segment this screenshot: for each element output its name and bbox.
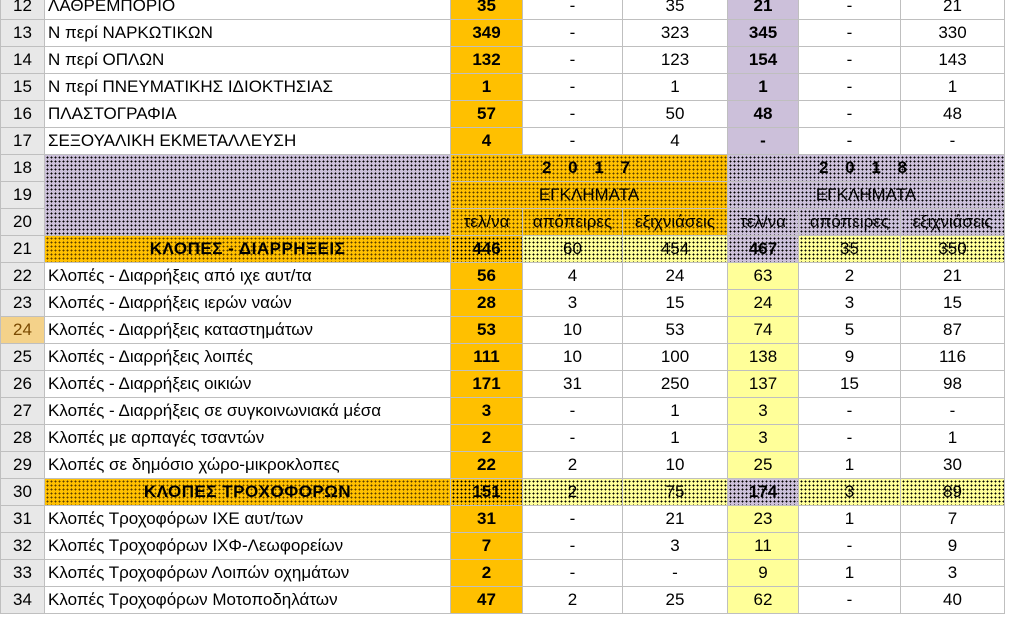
row-header[interactable]: 29 [1,452,45,479]
cell-completed-2017[interactable]: 132 [451,47,523,74]
cell-solved-2017[interactable]: 100 [623,344,728,371]
header-blank-cell[interactable] [45,155,451,236]
cell-completed-2018[interactable]: 11 [728,533,799,560]
row-header[interactable]: 27 [1,398,45,425]
year-2017-header[interactable]: 2 0 1 7 [451,155,728,182]
row-header[interactable]: 22 [1,263,45,290]
category-label[interactable]: Κλοπές - Διαρρήξεις ιερών ναών [45,290,451,317]
cell-solved-2018[interactable]: 1 [901,74,1005,101]
table-row [1,47,1005,74]
cell-solved-2017[interactable]: 3 [623,533,728,560]
category-label[interactable]: Κλοπές σε δημόσιο χώρο-μικροκλοπες [45,452,451,479]
category-label[interactable]: Κλοπές με αρπαγές τσαντών [45,425,451,452]
row-header[interactable]: 33 [1,560,45,587]
cell-solved-2017[interactable]: 53 [623,317,728,344]
cell-solved-2018[interactable]: 143 [901,47,1005,74]
cell-attempted-2017[interactable]: - [523,47,623,74]
table-row [1,425,1005,452]
cell-attempted-2018[interactable]: - [799,128,901,155]
cell-attempted-2018[interactable]: - [799,74,901,101]
table-row [1,20,1005,47]
table-row [1,506,1005,533]
cell-attempted-2018[interactable]: - [799,47,901,74]
cell-completed-2018[interactable]: 345 [728,20,799,47]
cell-completed-2017[interactable]: 53 [451,317,523,344]
cell-solved-2017[interactable]: 35 [623,0,728,20]
cell-solved-2018[interactable]: - [901,128,1005,155]
cell-completed-2018[interactable]: 1 [728,74,799,101]
cell-completed-2018[interactable]: 25 [728,452,799,479]
row-header[interactable]: 34 [1,587,45,614]
cell-completed-2018[interactable]: 74 [728,317,799,344]
cell-solved-2018[interactable]: 48 [901,101,1005,128]
category-label[interactable]: Κλοπές - Διαρρήξεις σε συγκοινωνιακά μέσα [45,398,451,425]
row-header[interactable]: 31 [1,506,45,533]
cell-attempted-2017[interactable]: 10 [523,317,623,344]
cell-attempted-2017[interactable]: 4 [523,263,623,290]
cell-solved-2018[interactable]: 15 [901,290,1005,317]
cell-solved-2017[interactable]: 75 [623,479,728,506]
cell-attempted-2017[interactable]: 3 [523,290,623,317]
row-header[interactable]: 21 [1,236,45,263]
category-label[interactable]: ΚΛΟΠΕΣ - ΔΙΑΡΡΗΞΕΙΣ [45,236,451,263]
col-completed-2018[interactable]: τελ/να [728,209,799,236]
cell-attempted-2018[interactable]: - [799,20,901,47]
category-label[interactable]: Ν περί ΠΝΕΥΜΑΤΙΚΗΣ ΙΔΙΟΚΤΗΣΙΑΣ [45,74,451,101]
cell-completed-2017[interactable]: 446 [451,236,523,263]
row-header[interactable]: 15 [1,74,45,101]
cell-attempted-2018[interactable]: - [799,587,901,614]
row-header[interactable]: 20 [1,209,45,236]
cell-attempted-2017[interactable]: - [523,560,623,587]
cell-solved-2018[interactable]: 87 [901,317,1005,344]
cell-completed-2018[interactable]: 24 [728,290,799,317]
cell-attempted-2017[interactable]: - [523,398,623,425]
category-label[interactable]: ΣΕΞΟΥΑΛΙΚΗ ΕΚΜΕΤΑΛΛΕΥΣΗ [45,128,451,155]
cell-solved-2017[interactable]: 1 [623,398,728,425]
row-header[interactable]: 30 [1,479,45,506]
cell-solved-2017[interactable]: 10 [623,452,728,479]
row-header[interactable]: 13 [1,20,45,47]
cell-attempted-2018[interactable]: 35 [799,236,901,263]
cell-completed-2018[interactable]: 9 [728,560,799,587]
cell-solved-2018[interactable]: 9 [901,533,1005,560]
cell-attempted-2018[interactable]: 9 [799,344,901,371]
cell-attempted-2018[interactable]: 3 [799,479,901,506]
cell-solved-2017[interactable]: 24 [623,263,728,290]
table-row [1,371,1005,398]
cell-attempted-2017[interactable]: 60 [523,236,623,263]
crimes-2018-subheader[interactable]: ΕΓΚΛΗΜΑΤΑ [728,182,1005,209]
row-header[interactable]: 18 [1,155,45,182]
cell-completed-2018[interactable]: 154 [728,47,799,74]
cell-solved-2018[interactable]: 3 [901,560,1005,587]
row-header[interactable]: 32 [1,533,45,560]
cell-attempted-2018[interactable]: 1 [799,506,901,533]
cell-completed-2017[interactable]: 4 [451,128,523,155]
cell-completed-2018[interactable]: 467 [728,236,799,263]
cell-solved-2017[interactable]: 250 [623,371,728,398]
cell-solved-2017[interactable]: 4 [623,128,728,155]
cell-solved-2017[interactable]: 123 [623,47,728,74]
cell-completed-2017[interactable]: 57 [451,101,523,128]
cell-solved-2017[interactable]: 1 [623,425,728,452]
cell-solved-2018[interactable]: 98 [901,371,1005,398]
cell-completed-2017[interactable]: 22 [451,452,523,479]
total-row [1,479,1005,506]
cell-completed-2018[interactable]: 63 [728,263,799,290]
cell-completed-2017[interactable]: 3 [451,398,523,425]
cell-completed-2017[interactable]: 151 [451,479,523,506]
cell-solved-2018[interactable]: 21 [901,263,1005,290]
cell-attempted-2018[interactable]: 5 [799,317,901,344]
cell-completed-2017[interactable]: 2 [451,425,523,452]
cell-attempted-2018[interactable]: 3 [799,290,901,317]
cell-solved-2018[interactable]: 21 [901,0,1005,20]
cell-completed-2017[interactable]: 28 [451,290,523,317]
cell-solved-2017[interactable]: 1 [623,74,728,101]
cell-attempted-2018[interactable]: - [799,425,901,452]
table-row [1,560,1005,587]
cell-completed-2017[interactable]: 31 [451,506,523,533]
cell-attempted-2018[interactable]: - [799,398,901,425]
cell-solved-2017[interactable]: 50 [623,101,728,128]
cell-completed-2017[interactable]: 7 [451,533,523,560]
cell-completed-2018[interactable]: 3 [728,425,799,452]
table-row [1,74,1005,101]
category-label[interactable]: ΚΛΟΠΕΣ ΤΡΟΧΟΦΟΡΩΝ [45,479,451,506]
cell-attempted-2017[interactable]: 10 [523,344,623,371]
row-header[interactable]: 24 [1,317,45,344]
header-row-18 [1,155,1005,182]
cell-solved-2017[interactable]: 25 [623,587,728,614]
category-label[interactable]: ΠΛΑΣΤΟΓΡΑΦΙΑ [45,101,451,128]
cell-attempted-2017[interactable]: 31 [523,371,623,398]
table-row [1,587,1005,614]
row-header[interactable]: 23 [1,290,45,317]
category-label[interactable]: Κλοπές Τροχοφόρων ΙΧΕ αυτ/των [45,506,451,533]
cell-completed-2017[interactable]: 1 [451,74,523,101]
table-row [1,290,1005,317]
cell-completed-2018[interactable]: 48 [728,101,799,128]
table-row [1,398,1005,425]
cell-solved-2018[interactable]: 89 [901,479,1005,506]
table-row [1,317,1005,344]
cell-completed-2018[interactable]: - [728,128,799,155]
cell-attempted-2017[interactable]: - [523,128,623,155]
cell-attempted-2017[interactable]: 2 [523,452,623,479]
category-label[interactable]: Κλοπές Τροχοφόρων Λοιπών οχημάτων [45,560,451,587]
table-row [1,0,1005,20]
year-2018-header[interactable]: 2 0 1 8 [728,155,1005,182]
col-attempted-2018[interactable]: απόπειρες [799,209,901,236]
table-row [1,128,1005,155]
cell-completed-2018[interactable]: 3 [728,398,799,425]
cell-attempted-2017[interactable]: 2 [523,479,623,506]
cell-attempted-2018[interactable]: 15 [799,371,901,398]
cell-completed-2018[interactable]: 138 [728,344,799,371]
category-label[interactable]: Κλοπές - Διαρρήξεις λοιπές [45,344,451,371]
row-header[interactable]: 19 [1,182,45,209]
cell-completed-2018[interactable]: 23 [728,506,799,533]
row-header[interactable]: 26 [1,371,45,398]
cell-solved-2018[interactable]: - [901,398,1005,425]
category-label[interactable]: Κλοπές Τροχοφόρων ΙΧΦ-Λεωφορείων [45,533,451,560]
cell-attempted-2018[interactable]: - [799,0,901,20]
total-row [1,236,1005,263]
table-row [1,263,1005,290]
cell-attempted-2017[interactable]: - [523,533,623,560]
cell-completed-2018[interactable]: 21 [728,0,799,20]
row-header[interactable]: 16 [1,101,45,128]
cell-solved-2018[interactable]: 7 [901,506,1005,533]
cell-attempted-2017[interactable]: - [523,74,623,101]
cell-attempted-2018[interactable]: - [799,101,901,128]
cell-completed-2017[interactable]: 171 [451,371,523,398]
crimes-2017-subheader[interactable]: ΕΓΚΛΗΜΑΤΑ [451,182,728,209]
cell-attempted-2017[interactable]: - [523,425,623,452]
cell-completed-2018[interactable]: 62 [728,587,799,614]
cell-solved-2017[interactable]: 323 [623,20,728,47]
cell-solved-2018[interactable]: 30 [901,452,1005,479]
cell-completed-2017[interactable]: 111 [451,344,523,371]
cell-solved-2017[interactable]: 454 [623,236,728,263]
cell-solved-2018[interactable]: 40 [901,587,1005,614]
cell-attempted-2017[interactable]: - [523,101,623,128]
cell-attempted-2017[interactable]: 2 [523,587,623,614]
row-header[interactable]: 17 [1,128,45,155]
cell-completed-2017[interactable]: 47 [451,587,523,614]
table-row [1,533,1005,560]
category-label[interactable]: Κλοπές - Διαρρήξεις οικιών [45,371,451,398]
cell-completed-2017[interactable]: 2 [451,560,523,587]
row-header[interactable]: 28 [1,425,45,452]
row-header[interactable]: 14 [1,47,45,74]
table-row [1,101,1005,128]
col-solved-2018[interactable]: εξιχνιάσεις [901,209,1005,236]
cell-attempted-2018[interactable]: 2 [799,263,901,290]
cell-attempted-2017[interactable]: - [523,0,623,20]
cell-completed-2018[interactable]: 174 [728,479,799,506]
category-label[interactable]: ΛΑΘΡΕΜΠΟΡΙΟ [45,0,451,20]
cell-attempted-2018[interactable]: 1 [799,560,901,587]
category-label[interactable]: Ν περί ΟΠΛΩΝ [45,47,451,74]
cell-solved-2017[interactable]: - [623,560,728,587]
col-completed-2017[interactable]: τελ/να [451,209,523,236]
table-row [1,344,1005,371]
category-label[interactable]: Κλοπές - Διαρρήξεις καταστημάτων [45,317,451,344]
cell-attempted-2017[interactable]: - [523,506,623,533]
category-label[interactable]: Ν περί ΝΑΡΚΩΤΙΚΩΝ [45,20,451,47]
cell-attempted-2018[interactable]: - [799,533,901,560]
cell-attempted-2018[interactable]: 1 [799,452,901,479]
category-label[interactable]: Κλοπές - Διαρρήξεις από ιχε αυτ/τα [45,263,451,290]
cell-solved-2018[interactable]: 116 [901,344,1005,371]
cell-solved-2017[interactable]: 15 [623,290,728,317]
category-label[interactable]: Κλοπές Τροχοφόρων Μοτοποδηλάτων [45,587,451,614]
table-row [1,452,1005,479]
cell-solved-2018[interactable]: 350 [901,236,1005,263]
col-solved-2017[interactable]: εξιχνιάσεις [623,209,728,236]
cell-attempted-2017[interactable]: - [523,20,623,47]
cell-completed-2017[interactable]: 56 [451,263,523,290]
cell-completed-2017[interactable]: 349 [451,20,523,47]
row-header[interactable]: 25 [1,344,45,371]
col-attempted-2017[interactable]: απόπειρες [523,209,623,236]
row-header[interactable]: 12 [1,0,45,20]
cell-completed-2017[interactable]: 35 [451,0,523,20]
cell-solved-2018[interactable]: 330 [901,20,1005,47]
cell-completed-2018[interactable]: 137 [728,371,799,398]
cell-solved-2018[interactable]: 1 [901,425,1005,452]
cell-solved-2017[interactable]: 21 [623,506,728,533]
